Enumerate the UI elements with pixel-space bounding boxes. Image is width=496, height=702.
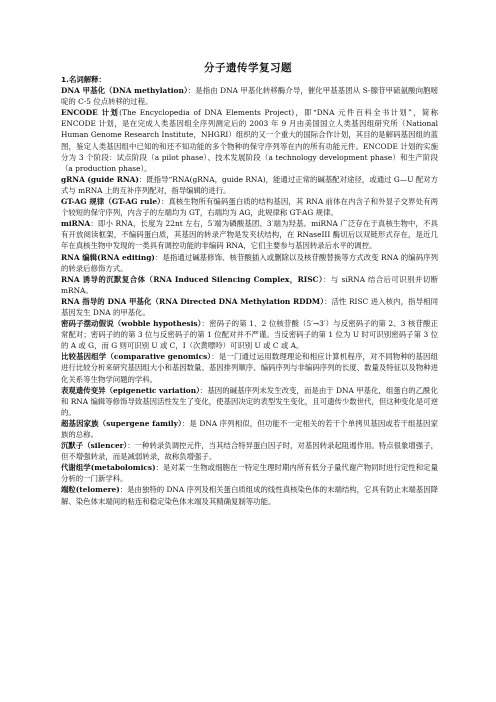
definition-paragraph	[61, 252, 438, 274]
definition-text: ：既指导“RNA(gRNA，guide RNA)，能通过正常的碱基配对途径，或通过 G—U 配对方式与 mRNA 上的互补序列配对，指导编辑的进行。	[61, 174, 438, 195]
definition-text: ：一种转录负调控元件，当其结合特异蛋白因子时，对基因转录起阻遏作用。特点很象增强子，但不增强转录，而是减弱转录，故称负增强子。	[61, 441, 438, 462]
definition-term: ENCODE 计划	[61, 108, 120, 118]
definition-text: ：是指通过碱基修饰、核苷酸插入或删除以及核苷酸替换等方式改变 RNA 的编码序列的转录后修饰方式。	[61, 252, 439, 273]
definition-term: RNA 诱导的沉默复合体（RNA Induced Silencing Complex，RISC）	[61, 274, 324, 284]
definition-term: gRNA (guide RNA)	[61, 174, 139, 184]
definition-text: ：是 DNA 序列相似，但功能不一定相关的若干个单拷贝基因或若干组基因家族的总称。	[61, 418, 438, 439]
definition-term: GT-AG 规律（GT-AG rule）	[61, 197, 161, 207]
definition-paragraph	[61, 196, 438, 218]
definition-paragraph	[61, 85, 438, 107]
definition-term: 沉默子（silencer）	[61, 441, 128, 451]
definition-text: (The Encyclopedia of DNA Elements Project)，即“DNA 元件百科全书计划”，简称 ENCODE 计划，是在完成人类基因组全序列测定后的 2003 年 9 月由美国国立人类基因组研究所（National Human Genome Research Institute，NHGRI）组织的又一个重大的国际合作计划，其目的是解码基因组的蓝图，鉴定人类基因组中已知的和还不知功能的多个物种的保守序列等在内的所有功能元件。ENCODE 计划的实施分为 3 个阶段：试点阶段（a pilot phase）、技术发展阶段（a technology development phase）和生产阶段（a production phase）。	[61, 108, 439, 173]
definition-term: 密码子摆动假说（wobble hypothesis）	[61, 319, 202, 329]
definition-term: 比较基因组学（comparative genomics）	[61, 352, 212, 362]
definition-paragraph	[61, 318, 438, 351]
definition-text: ：是对某一生物或细胞在一特定生理时期内所有低分子量代谢产物同时进行定性和定量分析的一门新学科。	[61, 463, 438, 484]
definition-paragraph	[61, 174, 438, 196]
definition-term: miRNA	[61, 219, 91, 229]
definition-text: ：是由独特的 DNA 序列及相关蛋白质组成的线性真核染色体的末端结构，它具有防止末端基因降解、染色体末端间的粘连和稳定染色体末端及其精确复制等功能。	[61, 485, 439, 506]
definition-paragraph	[61, 484, 438, 506]
definition-text: ：即小 RNA，长度为 22nt 左右，5′端为磷酸基团、3′端为羟基。miRNA 广泛存在于真核生物中，不具有开放阅读框架，不编码蛋白质，其基因的转录产物是发夹状结构，在 RNaseIII 酶切后以双链形式存在，是近几年在真核生物中发现的一类具有调控功能的非编码 RNA，它们主要参与基因转录后水平的调控。	[61, 219, 438, 251]
definition-term: 超基因家族（supergene family）	[61, 418, 182, 428]
document-title: 分子遗传学复习题	[204, 62, 292, 74]
definition-paragraph	[61, 440, 438, 462]
definition-paragraph	[61, 351, 438, 384]
definition-term: RNA 指导的 DNA 甲基化（RNA Directed DNA Methylation RDDM）	[61, 296, 325, 306]
definition-term: DNA 甲基化（DNA methylation）	[61, 86, 188, 96]
section-heading: 1.名词解释：	[61, 75, 106, 84]
definition-paragraph	[61, 274, 438, 296]
definition-paragraph	[61, 218, 438, 251]
definition-term: 表观遗传变异（epigenetic variation）	[61, 385, 200, 395]
definition-term: 端粒(telomere)	[61, 485, 120, 495]
definition-paragraph	[61, 385, 438, 418]
definition-term: RNA 编辑(RNA editing)	[61, 252, 155, 262]
definition-text: ：基因的碱基序列未发生改变，而是由于 DNA 甲基化，组蛋白的乙酰化和 RNA 编辑等修饰导致基因活性发生了变化，使基因决定的表型发生变化，且可遗传少数世代，但这种变化是可逆的。	[61, 385, 438, 417]
definition-paragraph	[61, 296, 438, 318]
definition-text: ：密码子的第 1、2 位核苷酸（5′→3′）与反密码子的第 2、3 核苷酸正常配对；密码子的的第 3 位与反密码子的第 1 位配对并不严谨。当反密码子的第 1 位为 U 时可识别密码子第 3 位的 A 或 G，而 G 则可识别 U 或 C，I（次黄嘌呤）可识别 U 或 C 或 A。	[61, 319, 438, 351]
definition-paragraph	[61, 418, 438, 440]
definition-text: ：是一门通过运用数理理论和相应计算机程序，对不同物种的基因组进行比较分析来研究基因组大小和基因数量、基因排列顺序、编码序列与非编码序列的长度、数量及特征以及物种进化关系等生物学问题的学科。	[61, 352, 438, 384]
definition-paragraph	[61, 107, 438, 174]
definition-text: ：真核生物所有编码蛋白质的结构基因，其 RNA 前体在内含子和外显子交界处有两个较短的保守序列，内含子的左端均为 GT，右端均为 AG，此规律称 GT-AG 规律。	[61, 197, 439, 218]
definition-text: ：是指由 DNA 甲基化转移酶介导，催化甲基基团从 S-腺苷甲硫氨酸向胞嘧啶的 C-5 位点转移的过程。	[61, 86, 438, 107]
definition-term: 代谢组学(metabolomics)	[61, 463, 156, 473]
definition-paragraph	[61, 462, 438, 484]
document-body	[61, 74, 438, 507]
definition-text: ：活性 RISC 进入核内，指导相同基因发生 DNA 的甲基化。	[61, 296, 439, 317]
definition-text: ：与 siRNA 结合后可识别并切断 mRNA。	[61, 274, 438, 295]
